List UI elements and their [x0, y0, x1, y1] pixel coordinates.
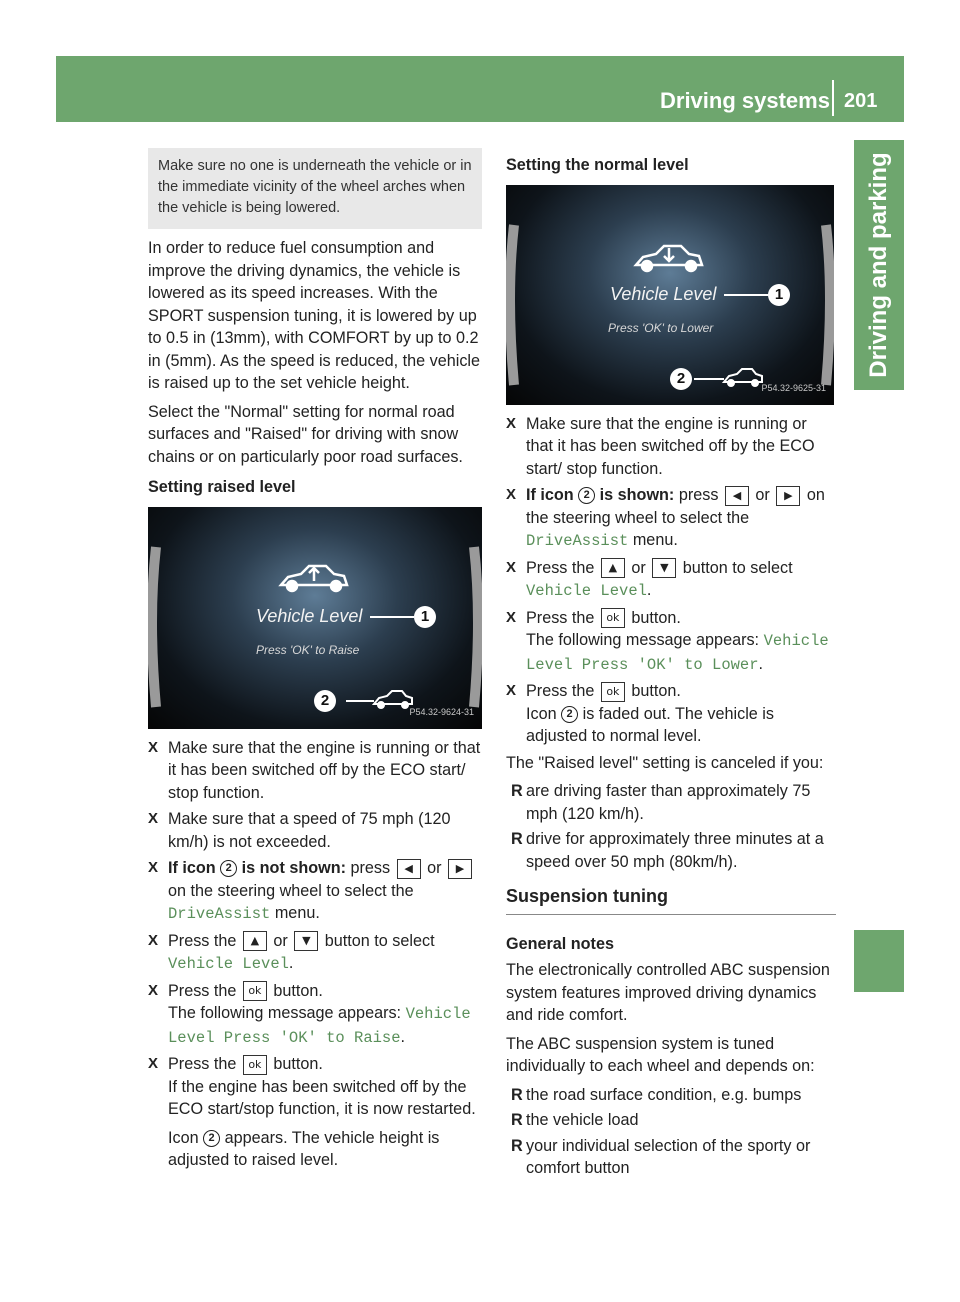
bullet-marker: R [511, 782, 523, 800]
step-text: press [678, 486, 719, 504]
step-text: button. [273, 981, 323, 1000]
bullet-text: your individual selection of the sporty or comfort button [526, 1136, 811, 1177]
step-text: menu. [632, 531, 678, 549]
step-item [148, 1053, 482, 1172]
page-number: 201 [844, 90, 878, 112]
bullet-item [506, 1109, 836, 1132]
up-arrow-key-icon: ▲ [243, 931, 267, 951]
menu-name: DriveAssist [168, 905, 271, 923]
circled-2-icon: 2 [203, 1130, 220, 1147]
paragraph: In order to reduce fuel consumption and improve the driving dynamics, the vehicle is lowered as its speed increases. With the SPORT suspension tuning, it is lowered by up to 0.5 in (13mm), with COMFORT by up to 0.2 in (5mm). As the speed is reduced, the vehicle is raised up to the set vehicle height. [148, 239, 481, 392]
right-arrow-key-icon: ▶ [448, 859, 472, 879]
step-text: Press the [526, 608, 595, 627]
step-marker: X [148, 931, 159, 949]
callout-1: 1 [414, 606, 436, 628]
bullet-item [506, 828, 836, 873]
step-text: or [427, 859, 442, 877]
step-marker: X [148, 981, 159, 999]
step-text: button. [631, 682, 681, 700]
step-item: X Press the ▲ or ▼ button to select Vehicle Level. [506, 558, 793, 600]
step-marker: X [506, 486, 517, 503]
circled-2-icon: 2 [220, 860, 237, 877]
raise-car-icon [281, 566, 347, 591]
step-item [506, 680, 836, 748]
up-arrow-key-icon: ▲ [601, 558, 625, 578]
step-marker: X [148, 859, 159, 876]
display-title: Vehicle Level [256, 605, 363, 626]
bullet-marker: R [511, 1085, 523, 1104]
step-text: or [631, 558, 646, 577]
step-result [168, 1127, 482, 1172]
step-marker: X [148, 1055, 159, 1072]
section-heading: Setting the normal level [506, 156, 689, 174]
step-text: or [273, 931, 288, 950]
step-marker: X [148, 738, 159, 756]
section-title: Suspension tuning [506, 885, 836, 915]
step-text: Press the [168, 1055, 237, 1073]
bullet-text: the road surface condition, e.g. bumps [526, 1085, 802, 1104]
subsection-title: General notes [506, 934, 614, 953]
step-text: menu. [274, 904, 320, 922]
chapter-title: Driving systems [660, 88, 830, 113]
circled-2-icon: 2 [561, 706, 578, 723]
side-tab-label: Driving and parking [865, 152, 892, 378]
step-text: Make sure that the engine is running or that it has been switched off by the ECO start/ stop function. [168, 738, 481, 802]
right-arrow-key-icon: ▶ [776, 486, 800, 506]
down-arrow-key-icon: ▼ [294, 931, 318, 951]
callout-2: 2 [670, 368, 692, 390]
step-item [148, 808, 482, 853]
step-item: X Press the ok button. The following message appears: Vehicle Level Press 'OK' to Lower. [506, 608, 829, 674]
bullet-item [506, 780, 836, 825]
circled-2-icon: 2 [578, 487, 595, 504]
level-car-icon [724, 369, 762, 386]
step-text: press [350, 859, 391, 877]
bullet-marker: R [511, 830, 523, 848]
step-item: X Press the ▲ or ▼ button to select Vehicle Level. [148, 931, 435, 973]
step-marker: X [148, 810, 159, 827]
step-bold: is not shown: [241, 859, 346, 877]
callout-2: 2 [314, 690, 336, 712]
bullet-text: are driving faster than approximately 75 mph (120 km/h). [526, 782, 811, 823]
step-text: on the steering wheel to select the [526, 486, 825, 527]
display-message: Vehicle Level Press 'OK' to Lower [526, 632, 829, 674]
step-item: X Press the ok button. The following message appears: Vehicle Level Press 'OK' to Raise. [148, 981, 471, 1047]
ok-key-icon: ok [601, 682, 625, 702]
step-bold: If icon [526, 486, 574, 504]
paragraph: The electronically controlled ABC suspension system features improved driving dynamics and ride comfort. [506, 961, 830, 1024]
left-arrow-key-icon: ◀ [725, 486, 749, 506]
step-text: Make sure that the engine is running or that it has been switched off by the ECO start/ stop function. [526, 414, 815, 478]
ok-key-icon: ok [601, 608, 625, 628]
warning-box: Make sure no one is underneath the vehicle or in the immediate vicinity of the wheel arches when the vehicle is being lowered. [148, 148, 482, 229]
side-marker [854, 930, 904, 992]
bullet-item [506, 1084, 836, 1107]
step-text: Press the [526, 682, 595, 700]
step-item [506, 413, 836, 481]
figure-code: P54.32-9624-31 [409, 707, 474, 717]
menu-item-name: Vehicle Level [526, 582, 647, 600]
step-item [148, 737, 482, 805]
header-divider [832, 80, 834, 116]
step-text: If the engine has been switched off by the ECO start/stop function, it is now restarted. [168, 1077, 476, 1118]
bullet-marker: R [511, 1136, 523, 1155]
bullet-item [506, 1135, 836, 1180]
callout-1: 1 [768, 284, 790, 306]
step-text: Press the [168, 931, 237, 950]
step-bold: is shown: [599, 486, 675, 504]
step-text: button. [631, 608, 681, 627]
step-text: appears. The vehicle height is adjusted to raised level. [168, 1128, 440, 1169]
instrument-display-figure [148, 507, 482, 729]
step-text: is faded out. The vehicle is adjusted to normal level. [526, 704, 774, 745]
level-car-icon [374, 691, 412, 708]
menu-item-name: Vehicle Level [168, 955, 289, 973]
step-text: Press the [168, 981, 237, 1000]
paragraph: The "Raised level" setting is canceled if you: [506, 753, 824, 772]
paragraph: The ABC suspension system is tuned individually to each wheel and depends on: [506, 1034, 815, 1075]
step-marker: X [506, 682, 517, 699]
instrument-display-figure [506, 185, 834, 405]
bullet-marker: R [511, 1111, 523, 1129]
ok-key-icon: ok [243, 1055, 267, 1075]
step-text: Icon [526, 704, 557, 723]
ok-key-icon: ok [243, 981, 267, 1001]
step-text: Make sure that a speed of 75 mph (120 km/h) is not exceeded. [168, 810, 451, 851]
step-text: or [755, 486, 770, 504]
step-text: button to select [324, 931, 435, 950]
right-column [506, 148, 836, 1183]
display-subtitle: Press 'OK' to Raise [256, 642, 360, 657]
paragraph: Select the "Normal" setting for normal road surfaces and "Raised" for driving with snow chains or on particularly poor road surfaces. [148, 402, 463, 466]
left-arrow-key-icon: ◀ [397, 859, 421, 879]
step-text: Press the [526, 558, 595, 577]
section-heading: Setting raised level [148, 478, 296, 496]
step-text: The following message appears: [168, 1004, 402, 1022]
step-item [506, 484, 836, 553]
step-bold: If icon [168, 859, 216, 877]
display-title: Vehicle Level [610, 283, 717, 304]
lower-car-icon [636, 246, 702, 271]
bullet-text: the vehicle load [526, 1111, 639, 1129]
step-text: The following message appears: [526, 631, 760, 649]
step-marker: X [506, 558, 517, 576]
left-column [148, 148, 482, 1176]
step-marker: X [506, 608, 517, 626]
menu-name: DriveAssist [526, 532, 629, 550]
step-text: button. [273, 1055, 323, 1073]
step-marker: X [506, 414, 517, 432]
down-arrow-key-icon: ▼ [652, 558, 676, 578]
step-text: on the steering wheel to select the [168, 881, 414, 900]
bullet-text: drive for approximately three minutes at a speed over 50 mph (80km/h). [526, 830, 824, 871]
step-item [148, 857, 482, 926]
display-message: Vehicle Level Press 'OK' to Raise [168, 1005, 471, 1047]
step-text: button to select [682, 558, 793, 577]
display-subtitle: Press 'OK' to Lower [608, 320, 714, 335]
figure-code: P54.32-9625-31 [761, 383, 826, 393]
step-text: Icon [168, 1128, 199, 1147]
